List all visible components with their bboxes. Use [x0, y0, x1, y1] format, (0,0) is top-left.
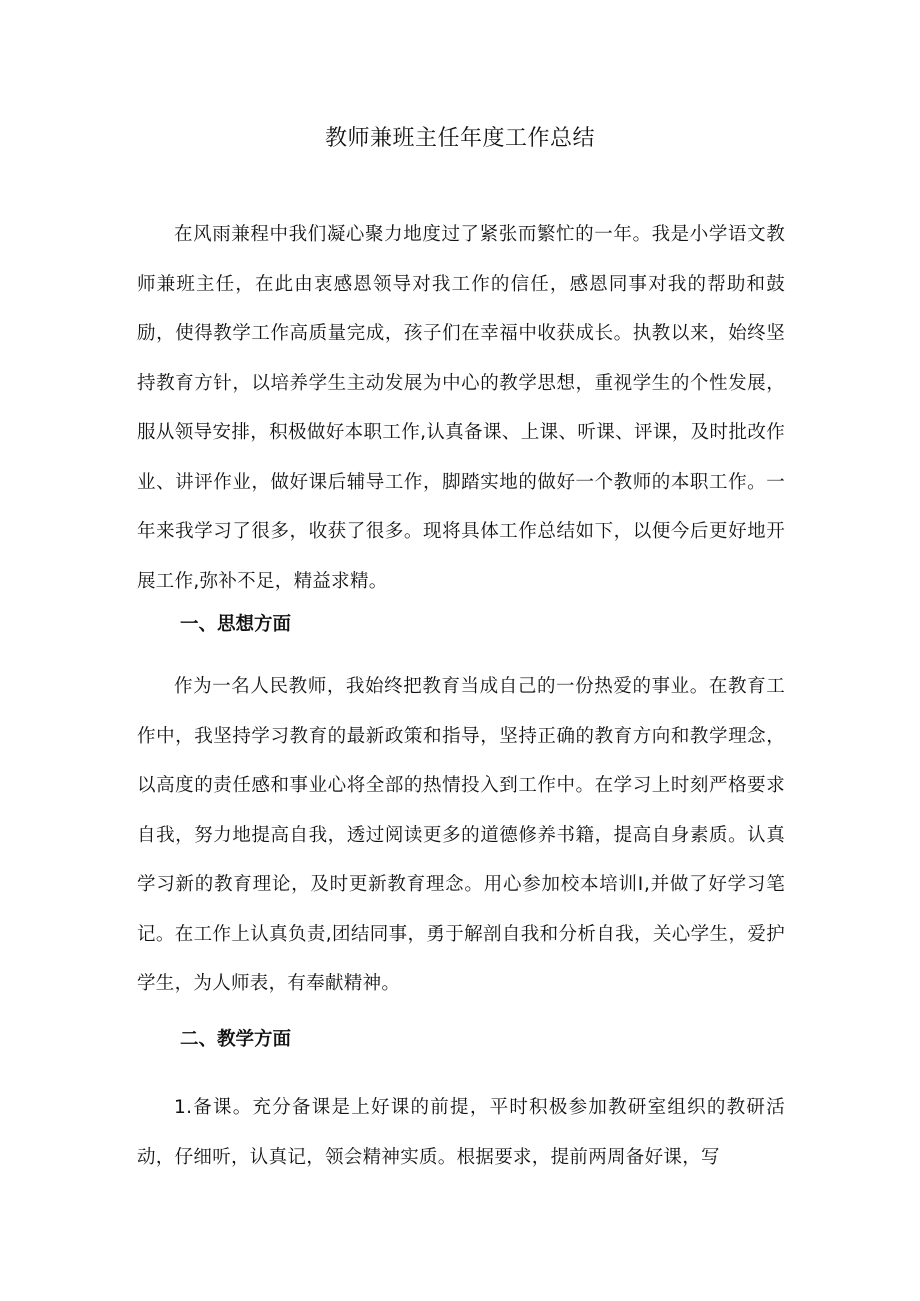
section-heading-thought: 一、思想方面: [180, 614, 292, 635]
section-heading-teaching: 二、教学方面: [180, 1029, 292, 1050]
section-body-thought: 作为一名人民教师，我始终把教育当成自己的一份热爱的事业。在教育工作中，我坚持学习教育的最新政策和指导，坚持正确的教育方向和教学理念，以高度的责任感和事业心将全部的热情投入到工作中。在学习上时刻严格要求自我，努力地提高自我，透过阅读更多的道德修养书籍，提高自身素质。认真学习新的教育理论，及时更新教育理念。用心参加校本培训Ⅰ,并做了好学习笔记。在工作上认真负责,团结同事，勇于解剖自我和分析自我，关心学生，爱护学生，为人师表，有奉献精神。: [137, 676, 785, 994]
intro-paragraph: 在风雨兼程中我们凝心聚力地度过了紧张而繁忙的一年。我是小学语文教师兼班主任，在此由衷感恩领导对我工作的信任，感恩同事对我的帮助和鼓励，使得教学工作高质量完成，孩子们在幸福中收获成长。执教以来，始终坚持教育方针，以培养学生主动发展为中心的教学思想，重视学生的个性发展，服从领导安排，积极做好本职工作,认真备课、上课、听课、评课，及时批改作业、讲评作业，做好课后辅导工作，脚踏实地的做好一个教师的本职工作。一年来我学习了很多，收获了很多。现将具体工作总结如下，以便今后更好地开展工作,弥补不足，精益求精。: [137, 224, 785, 592]
section-item-lesson-prep: 1.备课。充分备课是上好课的前提，平时积极参加教研室组织的教研活动，仔细听，认真记，领会精神实质。根据要求，提前两周备好课，写: [137, 1097, 785, 1168]
document-title: 教师兼班主任年度工作总结: [324, 126, 595, 151]
